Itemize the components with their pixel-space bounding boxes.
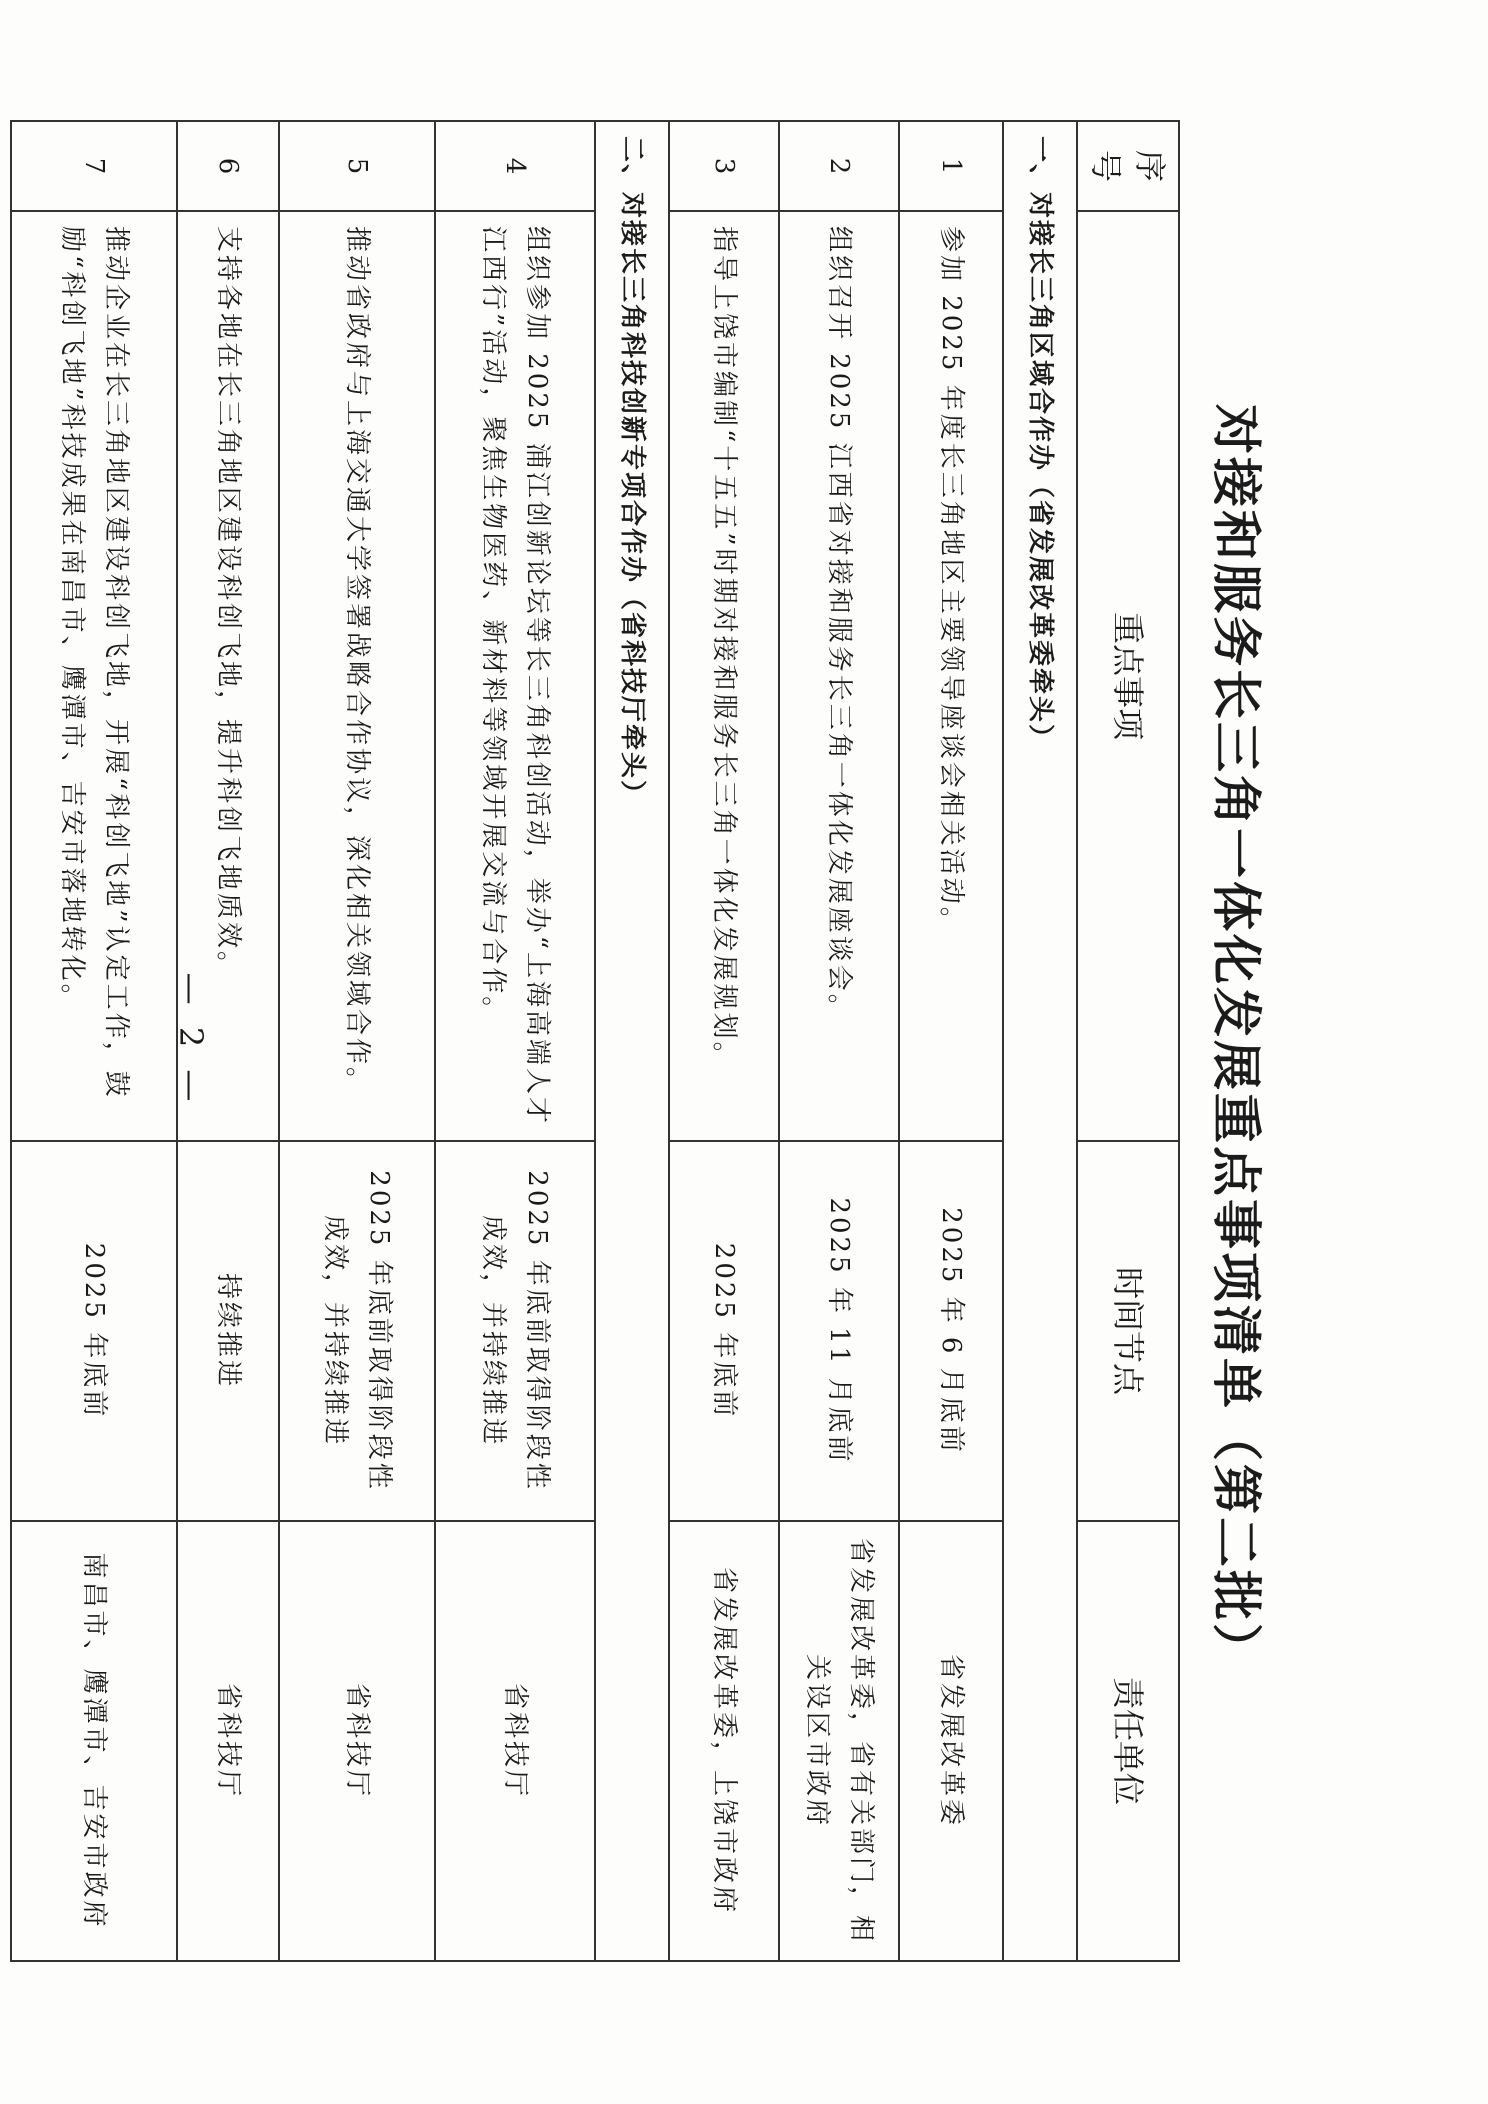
row-item: 指导上饶市编制“十五五”时期对接和服务长三角一体化发展规划。 xyxy=(669,211,779,1141)
row-item: 参加 2025 年度长三角地区主要领导座谈会相关活动。 xyxy=(899,211,1003,1141)
header-item: 重点事项 xyxy=(1077,211,1179,1141)
section-row xyxy=(595,121,669,1961)
section-title: 二、对接长三角科技创新专项合作办（省科技厅牵头） xyxy=(595,121,669,1961)
rotated-content xyxy=(57,120,1300,1960)
row-unit: 省科技厅 xyxy=(435,1521,595,1961)
table-row xyxy=(11,121,177,1961)
row-unit: 省发展改革委，上饶市政府 xyxy=(669,1521,779,1961)
table-header-row xyxy=(1077,121,1179,1961)
row-time: 2025 年 11 月底前 xyxy=(779,1141,899,1521)
table-row xyxy=(279,121,435,1961)
header-unit: 责任单位 xyxy=(1077,1521,1179,1961)
row-unit: 省科技厅 xyxy=(177,1521,279,1961)
row-no: 4 xyxy=(435,121,595,211)
table-row xyxy=(899,121,1003,1961)
row-item: 组织召开 2025 江西省对接和服务长三角一体化发展座谈会。 xyxy=(779,211,899,1141)
page-number: — 2 — xyxy=(172,972,210,1108)
row-item: 推动省政府与上海交通大学签署战略合作协议，深化相关领域合作。 xyxy=(279,211,435,1141)
header-no: 序号 xyxy=(1077,121,1179,211)
row-time: 2025 年底前取得阶段性成效，并持续推进 xyxy=(435,1141,595,1521)
document-title: 对接和服务长三角一体化发展重点事项清单（第二批） xyxy=(1207,404,1266,1676)
row-unit: 省发展改革委 xyxy=(899,1521,1003,1961)
section-title: 一、对接长三角区域合作办（省发展改革委牵头） xyxy=(1003,121,1077,1961)
row-time: 2025 年底前 xyxy=(11,1141,177,1521)
row-no: 6 xyxy=(177,121,279,211)
table-row xyxy=(669,121,779,1961)
row-item: 推动企业在长三角地区建设科创飞地，开展“科创飞地”认定工作，鼓励“科创飞地”科技成果在南昌市、鹰潭市、吉安市落地转化。 xyxy=(11,211,177,1141)
row-no: 2 xyxy=(779,121,899,211)
row-unit: 南昌市、鹰潭市、吉安市政府 xyxy=(11,1521,177,1961)
row-item: 支持各地在长三角地区建设科创飞地，提升科创飞地质效。 xyxy=(177,211,279,1141)
table-row xyxy=(435,121,595,1961)
row-unit: 省科技厅 xyxy=(279,1521,435,1961)
section-row xyxy=(1003,121,1077,1961)
row-time: 2025 年 6 月底前 xyxy=(899,1141,1003,1521)
row-no: 7 xyxy=(11,121,177,211)
row-time: 2025 年底前 xyxy=(669,1141,779,1521)
row-time: 持续推进 xyxy=(177,1141,279,1521)
row-no: 3 xyxy=(669,121,779,211)
row-no: 1 xyxy=(899,121,1003,211)
row-unit: 省发展改革委，省有关部门，相关设区市政府 xyxy=(779,1521,899,1961)
table-row xyxy=(779,121,899,1961)
row-time: 2025 年底前取得阶段性成效，并持续推进 xyxy=(279,1141,435,1521)
row-item: 组织参加 2025 浦江创新论坛等长三角科创活动，举办“上海高端人才江西行”活动，聚焦生物医药、新材料等领域开展交流与合作。 xyxy=(435,211,595,1141)
row-no: 5 xyxy=(279,121,435,211)
header-time: 时间节点 xyxy=(1077,1141,1179,1521)
